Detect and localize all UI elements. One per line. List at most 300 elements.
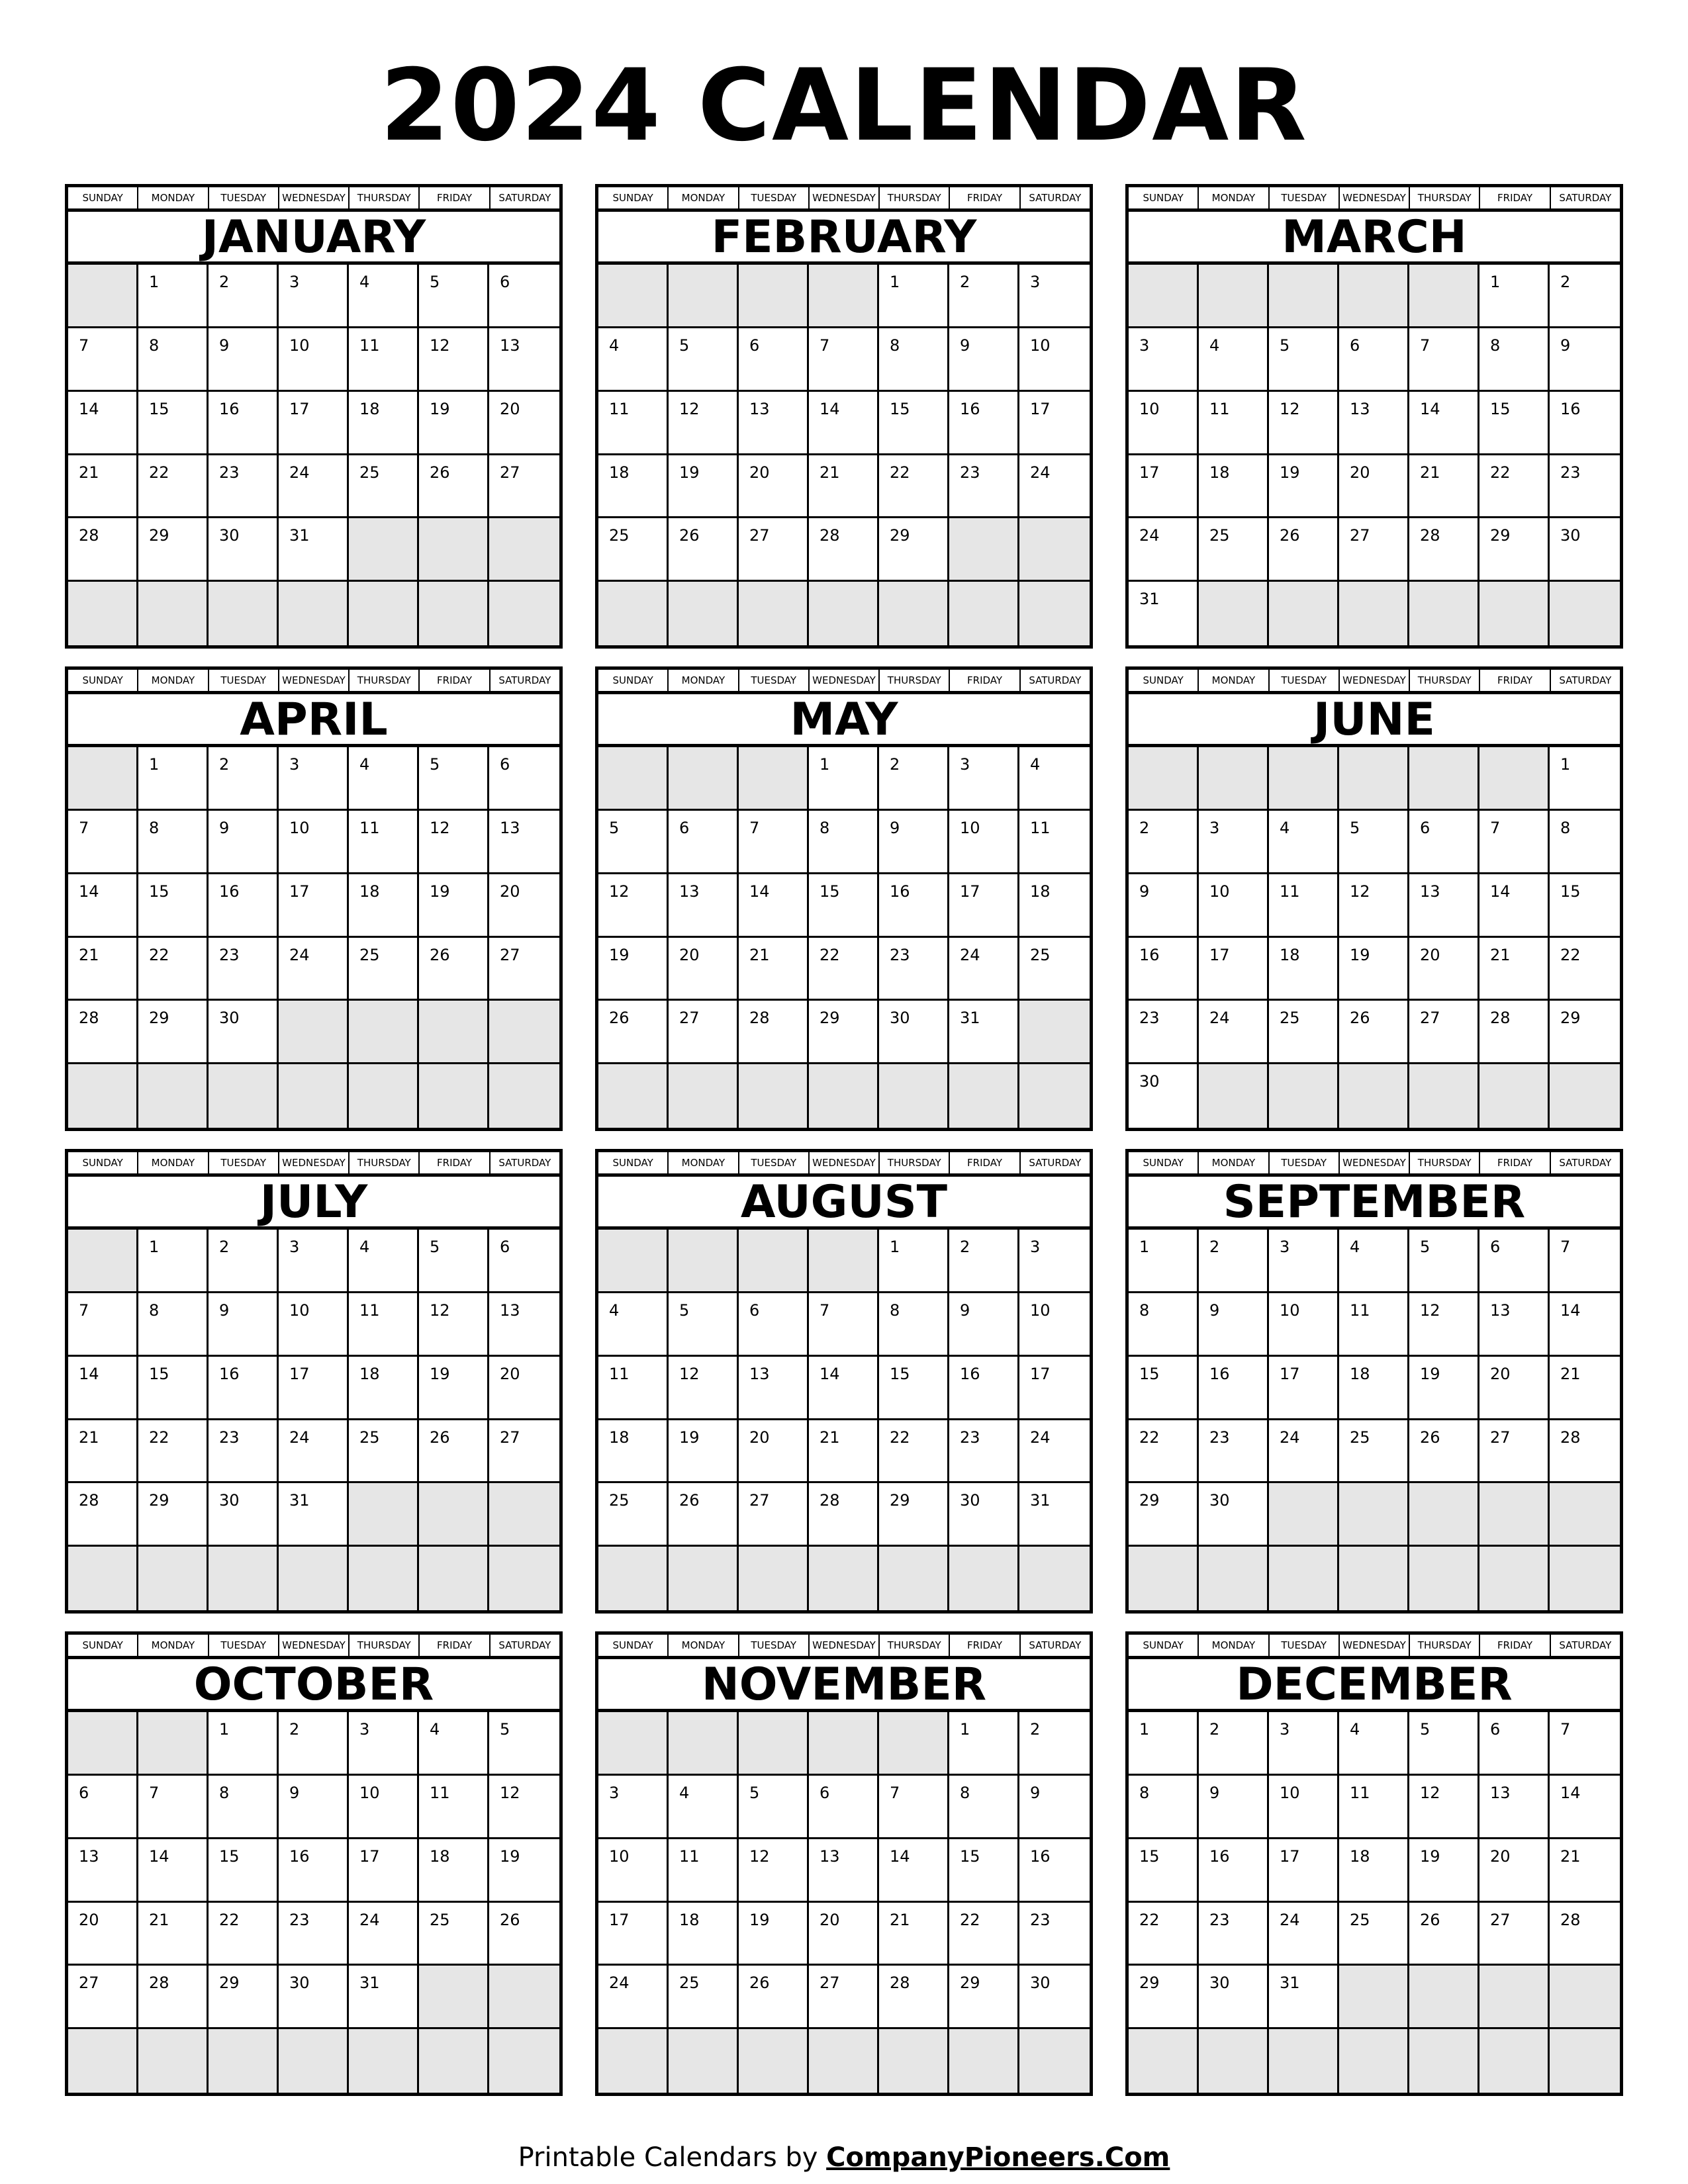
- day-cell: 28: [879, 1966, 949, 2029]
- weekday-header-row: [598, 670, 1090, 694]
- day-cell: 10: [1269, 1776, 1339, 1839]
- empty-day-cell: [1019, 2029, 1090, 2093]
- empty-day-cell: [209, 2029, 279, 2093]
- empty-day-cell: [279, 582, 349, 645]
- empty-day-cell: [138, 582, 209, 645]
- day-cell: 11: [1269, 874, 1339, 938]
- day-cell: 7: [68, 328, 138, 392]
- day-cell: 4: [349, 747, 419, 811]
- weekday-header-row: [68, 187, 559, 212]
- empty-day-cell: [1269, 582, 1339, 645]
- day-cell: 14: [68, 1357, 138, 1420]
- empty-day-cell: [1339, 747, 1409, 811]
- day-cell: 10: [1019, 328, 1090, 392]
- weekday-label: SATURDAY: [498, 674, 551, 686]
- day-cell: 16: [1199, 1357, 1269, 1420]
- empty-day-cell: [739, 1547, 809, 1610]
- day-cell: 23: [949, 1420, 1019, 1484]
- empty-day-cell: [1479, 1547, 1550, 1610]
- day-cell: 3: [279, 265, 349, 328]
- day-cell: 14: [68, 874, 138, 938]
- day-cell: 15: [949, 1839, 1019, 1903]
- empty-day-cell: [1199, 747, 1269, 811]
- day-cell: 29: [138, 1001, 209, 1064]
- day-cell: 25: [349, 938, 419, 1001]
- weekday-label: WEDNESDAY: [810, 1635, 880, 1656]
- empty-day-cell: [349, 1483, 419, 1547]
- day-cell: 17: [1269, 1839, 1339, 1903]
- day-cell: 28: [68, 518, 138, 582]
- weekday-label: TUESDAY: [209, 187, 279, 208]
- weekday-label: FRIDAY: [420, 670, 490, 691]
- empty-day-cell: [1409, 582, 1479, 645]
- weekday-label: THURSDAY: [880, 670, 950, 691]
- month-name: JULY: [68, 1177, 559, 1230]
- empty-day-cell: [1479, 1966, 1550, 2029]
- day-cell: 23: [209, 455, 279, 519]
- day-cell: 12: [419, 328, 489, 392]
- day-cell: 6: [489, 265, 559, 328]
- empty-day-cell: [349, 1547, 419, 1610]
- day-cell: 20: [489, 874, 559, 938]
- weekday-label: MONDAY: [138, 1152, 209, 1173]
- day-cell: 23: [209, 1420, 279, 1484]
- empty-day-cell: [349, 2029, 419, 2093]
- day-cell: 12: [489, 1776, 559, 1839]
- empty-day-cell: [1409, 1483, 1479, 1547]
- day-cell: 27: [1479, 1420, 1550, 1484]
- empty-day-cell: [419, 1483, 489, 1547]
- day-cell: 3: [949, 747, 1019, 811]
- day-cell: 30: [879, 1001, 949, 1064]
- day-cell: 23: [279, 1903, 349, 1966]
- weekday-label: SUNDAY: [68, 1635, 138, 1656]
- day-cell: 9: [1019, 1776, 1090, 1839]
- day-cell: 29: [879, 518, 949, 582]
- month-name: JANUARY: [68, 212, 559, 265]
- day-cell: 4: [1019, 747, 1090, 811]
- day-cell: 29: [879, 1483, 949, 1547]
- day-cell: 21: [1550, 1357, 1620, 1420]
- day-cell: 1: [1550, 747, 1620, 811]
- day-cell: 19: [1269, 455, 1339, 519]
- day-cell: 26: [1339, 1001, 1409, 1064]
- day-cell: 11: [349, 811, 419, 874]
- month-august: [595, 1149, 1093, 1614]
- day-cell: 29: [809, 1001, 879, 1064]
- day-cell: 19: [489, 1839, 559, 1903]
- empty-day-cell: [489, 1966, 559, 2029]
- empty-day-cell: [1019, 1064, 1090, 1128]
- day-cell: 4: [1269, 811, 1339, 874]
- weekday-label: MONDAY: [138, 1635, 209, 1656]
- empty-day-cell: [669, 747, 739, 811]
- day-cell: 22: [138, 938, 209, 1001]
- day-cell: 4: [349, 1230, 419, 1293]
- day-cell: 25: [1339, 1903, 1409, 1966]
- day-cell: 19: [419, 1357, 489, 1420]
- day-cell: 1: [1129, 1230, 1199, 1293]
- day-cell: 16: [1199, 1839, 1269, 1903]
- day-cell: 3: [1199, 811, 1269, 874]
- empty-day-cell: [1129, 2029, 1199, 2093]
- empty-day-cell: [1019, 518, 1090, 582]
- day-cell: 16: [209, 392, 279, 455]
- empty-day-cell: [1479, 747, 1550, 811]
- day-cell: 9: [1199, 1776, 1269, 1839]
- day-cell: 18: [669, 1903, 739, 1966]
- day-cell: 15: [138, 874, 209, 938]
- day-cell: 17: [1199, 938, 1269, 1001]
- day-cell: 27: [489, 938, 559, 1001]
- day-cell: 29: [1479, 518, 1550, 582]
- day-cell: 6: [669, 811, 739, 874]
- empty-day-cell: [419, 582, 489, 645]
- day-cell: 12: [669, 1357, 739, 1420]
- day-cell: 2: [209, 1230, 279, 1293]
- weekday-label: TUESDAY: [1270, 187, 1340, 208]
- day-cell: 26: [1269, 518, 1339, 582]
- weekday-label: THURSDAY: [1410, 187, 1480, 208]
- day-cell: 12: [598, 874, 669, 938]
- day-cell: 2: [1199, 1230, 1269, 1293]
- day-cell: 25: [1339, 1420, 1409, 1484]
- weekday-label: FRIDAY: [1480, 187, 1550, 208]
- weekday-label: MONDAY: [1199, 1635, 1269, 1656]
- day-cell: 1: [809, 747, 879, 811]
- day-cell: 3: [279, 1230, 349, 1293]
- day-cell: 5: [669, 328, 739, 392]
- weekday-header-row: [1129, 1152, 1620, 1177]
- weekday-label: SATURDAY: [1559, 674, 1612, 686]
- empty-day-cell: [949, 582, 1019, 645]
- day-cell: 14: [1409, 392, 1479, 455]
- weekday-label: FRIDAY: [950, 1635, 1020, 1656]
- footer-text: Printable Calendars by: [518, 2142, 827, 2173]
- day-cell: 21: [1409, 455, 1479, 519]
- weekday-header-row: [1129, 670, 1620, 694]
- weekday-header-row: [598, 1635, 1090, 1659]
- day-cell: 2: [209, 747, 279, 811]
- weekday-label: THURSDAY: [350, 670, 420, 691]
- day-cell: 18: [1339, 1357, 1409, 1420]
- empty-day-cell: [879, 1547, 949, 1610]
- day-cell: 20: [1479, 1839, 1550, 1903]
- day-cell: 1: [949, 1712, 1019, 1776]
- day-cell: 8: [209, 1776, 279, 1839]
- day-cell: 16: [209, 874, 279, 938]
- empty-day-cell: [879, 1712, 949, 1776]
- day-cell: 2: [1199, 1712, 1269, 1776]
- day-cell: 21: [879, 1903, 949, 1966]
- day-cell: 3: [1019, 265, 1090, 328]
- day-cell: 29: [138, 518, 209, 582]
- day-cell: 19: [1339, 938, 1409, 1001]
- empty-day-cell: [669, 1712, 739, 1776]
- days-grid: [1129, 265, 1620, 645]
- day-cell: 19: [669, 1420, 739, 1484]
- month-january: [65, 184, 563, 649]
- weekday-label: WEDNESDAY: [1340, 1635, 1410, 1656]
- day-cell: 20: [739, 455, 809, 519]
- month-name: MAY: [598, 694, 1090, 747]
- weekday-label: FRIDAY: [950, 187, 1020, 208]
- empty-day-cell: [1409, 265, 1479, 328]
- weekday-label: WEDNESDAY: [1340, 187, 1410, 208]
- empty-day-cell: [598, 1230, 669, 1293]
- day-cell: 17: [949, 874, 1019, 938]
- day-cell: 20: [68, 1903, 138, 1966]
- day-cell: 27: [1339, 518, 1409, 582]
- day-cell: 5: [1409, 1230, 1479, 1293]
- day-cell: 26: [419, 455, 489, 519]
- weekday-label: WEDNESDAY: [279, 670, 350, 691]
- weekday-label: FRIDAY: [420, 187, 490, 208]
- weekday-label: WEDNESDAY: [810, 187, 880, 208]
- weekday-label: MONDAY: [1199, 187, 1269, 208]
- day-cell: 21: [68, 455, 138, 519]
- weekday-label: TUESDAY: [1270, 670, 1340, 691]
- empty-day-cell: [1479, 1064, 1550, 1128]
- day-cell: 7: [68, 1293, 138, 1357]
- empty-day-cell: [1479, 1483, 1550, 1547]
- empty-day-cell: [1199, 1547, 1269, 1610]
- weekday-label: SUNDAY: [598, 187, 669, 208]
- day-cell: 13: [489, 811, 559, 874]
- day-cell: 7: [879, 1776, 949, 1839]
- empty-day-cell: [1129, 265, 1199, 328]
- weekday-label: FRIDAY: [950, 1152, 1020, 1173]
- page-title: 2024 CALENDAR: [380, 48, 1308, 163]
- weekday-label: MONDAY: [669, 1635, 739, 1656]
- day-cell: 13: [489, 328, 559, 392]
- day-cell: 20: [1479, 1357, 1550, 1420]
- weekday-label: SUNDAY: [1129, 1635, 1199, 1656]
- day-cell: 21: [1550, 1839, 1620, 1903]
- empty-day-cell: [489, 1001, 559, 1064]
- month-november: [595, 1631, 1093, 2096]
- day-cell: 30: [1550, 518, 1620, 582]
- day-cell: 31: [279, 1483, 349, 1547]
- day-cell: 18: [1269, 938, 1339, 1001]
- day-cell: 20: [1339, 455, 1409, 519]
- day-cell: 28: [68, 1001, 138, 1064]
- empty-day-cell: [419, 1966, 489, 2029]
- day-cell: 6: [68, 1776, 138, 1839]
- day-cell: 2: [209, 265, 279, 328]
- empty-day-cell: [209, 1547, 279, 1610]
- day-cell: 11: [419, 1776, 489, 1839]
- day-cell: 1: [209, 1712, 279, 1776]
- day-cell: 3: [598, 1776, 669, 1839]
- empty-day-cell: [1409, 2029, 1479, 2093]
- day-cell: 28: [1479, 1001, 1550, 1064]
- empty-day-cell: [669, 2029, 739, 2093]
- day-cell: 29: [949, 1966, 1019, 2029]
- empty-day-cell: [349, 582, 419, 645]
- day-cell: 18: [1339, 1839, 1409, 1903]
- empty-day-cell: [138, 1547, 209, 1610]
- day-cell: 14: [68, 392, 138, 455]
- empty-day-cell: [669, 1064, 739, 1128]
- day-cell: 18: [598, 455, 669, 519]
- day-cell: 4: [419, 1712, 489, 1776]
- day-cell: 25: [349, 455, 419, 519]
- day-cell: 26: [598, 1001, 669, 1064]
- day-cell: 15: [209, 1839, 279, 1903]
- empty-day-cell: [809, 1230, 879, 1293]
- weekday-label: FRIDAY: [950, 670, 1020, 691]
- day-cell: 13: [68, 1839, 138, 1903]
- day-cell: 23: [1199, 1903, 1269, 1966]
- footer-link[interactable]: CompanyPioneers.Com: [826, 2142, 1170, 2173]
- day-cell: 22: [1129, 1420, 1199, 1484]
- day-cell: 20: [1409, 938, 1479, 1001]
- weekday-label: FRIDAY: [420, 1152, 490, 1173]
- empty-day-cell: [279, 1064, 349, 1128]
- day-cell: 20: [489, 1357, 559, 1420]
- day-cell: 1: [138, 1230, 209, 1293]
- day-cell: 4: [669, 1776, 739, 1839]
- empty-day-cell: [1339, 2029, 1409, 2093]
- day-cell: 17: [279, 392, 349, 455]
- empty-day-cell: [138, 1712, 209, 1776]
- day-cell: 17: [1129, 455, 1199, 519]
- day-cell: 22: [879, 1420, 949, 1484]
- empty-day-cell: [1269, 1547, 1339, 1610]
- day-cell: 3: [1269, 1230, 1339, 1293]
- day-cell: 2: [1019, 1712, 1090, 1776]
- empty-day-cell: [669, 265, 739, 328]
- day-cell: 23: [1550, 455, 1620, 519]
- empty-day-cell: [1409, 1547, 1479, 1610]
- day-cell: 22: [138, 455, 209, 519]
- empty-day-cell: [809, 265, 879, 328]
- day-cell: 28: [809, 518, 879, 582]
- day-cell: 17: [598, 1903, 669, 1966]
- day-cell: 16: [279, 1839, 349, 1903]
- empty-day-cell: [739, 747, 809, 811]
- empty-day-cell: [598, 747, 669, 811]
- day-cell: 21: [1479, 938, 1550, 1001]
- day-cell: 24: [1019, 455, 1090, 519]
- day-cell: 3: [279, 747, 349, 811]
- day-cell: 6: [739, 328, 809, 392]
- day-cell: 8: [879, 328, 949, 392]
- day-cell: 8: [1129, 1776, 1199, 1839]
- empty-day-cell: [739, 1230, 809, 1293]
- day-cell: 5: [1269, 328, 1339, 392]
- day-cell: 12: [739, 1839, 809, 1903]
- weekday-header-row: [598, 187, 1090, 212]
- month-name: OCTOBER: [68, 1659, 559, 1712]
- empty-day-cell: [598, 1064, 669, 1128]
- day-cell: 26: [1409, 1420, 1479, 1484]
- empty-day-cell: [279, 1001, 349, 1064]
- calendar-grid: [65, 184, 1623, 2097]
- day-cell: 23: [879, 938, 949, 1001]
- day-cell: 9: [879, 811, 949, 874]
- footer: [0, 2139, 1688, 2176]
- day-cell: 18: [349, 392, 419, 455]
- day-cell: 28: [1409, 518, 1479, 582]
- day-cell: 26: [669, 1483, 739, 1547]
- weekday-label: SATURDAY: [498, 1639, 551, 1651]
- day-cell: 2: [1129, 811, 1199, 874]
- day-cell: 14: [1550, 1293, 1620, 1357]
- day-cell: 31: [279, 518, 349, 582]
- day-cell: 21: [809, 455, 879, 519]
- day-cell: 7: [809, 1293, 879, 1357]
- day-cell: 16: [949, 392, 1019, 455]
- day-cell: 20: [489, 392, 559, 455]
- day-cell: 19: [669, 455, 739, 519]
- day-cell: 31: [949, 1001, 1019, 1064]
- day-cell: 14: [809, 392, 879, 455]
- weekday-label: SATURDAY: [1029, 192, 1082, 204]
- day-cell: 11: [349, 328, 419, 392]
- days-grid: [1129, 747, 1620, 1128]
- empty-day-cell: [739, 265, 809, 328]
- day-cell: 27: [1479, 1903, 1550, 1966]
- weekday-label: TUESDAY: [739, 1635, 810, 1656]
- weekday-label: SUNDAY: [1129, 187, 1199, 208]
- empty-day-cell: [879, 582, 949, 645]
- weekday-label: TUESDAY: [739, 1152, 810, 1173]
- weekday-header-row: [598, 1152, 1090, 1177]
- day-cell: 15: [879, 1357, 949, 1420]
- day-cell: 15: [1129, 1357, 1199, 1420]
- weekday-label: SUNDAY: [1129, 1152, 1199, 1173]
- day-cell: 13: [669, 874, 739, 938]
- empty-day-cell: [1339, 1064, 1409, 1128]
- day-cell: 13: [739, 1357, 809, 1420]
- weekday-label: SATURDAY: [1029, 1157, 1082, 1169]
- day-cell: 17: [279, 1357, 349, 1420]
- empty-day-cell: [598, 2029, 669, 2093]
- day-cell: 31: [1019, 1483, 1090, 1547]
- day-cell: 9: [279, 1776, 349, 1839]
- weekday-label: SATURDAY: [1029, 674, 1082, 686]
- day-cell: 30: [1129, 1064, 1199, 1128]
- empty-day-cell: [489, 518, 559, 582]
- day-cell: 2: [879, 747, 949, 811]
- month-may: [595, 666, 1093, 1131]
- empty-day-cell: [739, 582, 809, 645]
- day-cell: 29: [209, 1966, 279, 2029]
- day-cell: 15: [879, 392, 949, 455]
- day-cell: 12: [1409, 1293, 1479, 1357]
- day-cell: 15: [1129, 1839, 1199, 1903]
- day-cell: 21: [809, 1420, 879, 1484]
- day-cell: 12: [1409, 1776, 1479, 1839]
- day-cell: 6: [489, 1230, 559, 1293]
- day-cell: 28: [1550, 1420, 1620, 1484]
- empty-day-cell: [349, 518, 419, 582]
- day-cell: 8: [949, 1776, 1019, 1839]
- day-cell: 22: [1550, 938, 1620, 1001]
- weekday-label: MONDAY: [1199, 670, 1269, 691]
- day-cell: 11: [598, 392, 669, 455]
- day-cell: 22: [1479, 455, 1550, 519]
- day-cell: 27: [489, 1420, 559, 1484]
- day-cell: 14: [879, 1839, 949, 1903]
- day-cell: 1: [1129, 1712, 1199, 1776]
- day-cell: 20: [739, 1420, 809, 1484]
- month-april: [65, 666, 563, 1131]
- day-cell: 30: [1199, 1483, 1269, 1547]
- day-cell: 7: [1550, 1230, 1620, 1293]
